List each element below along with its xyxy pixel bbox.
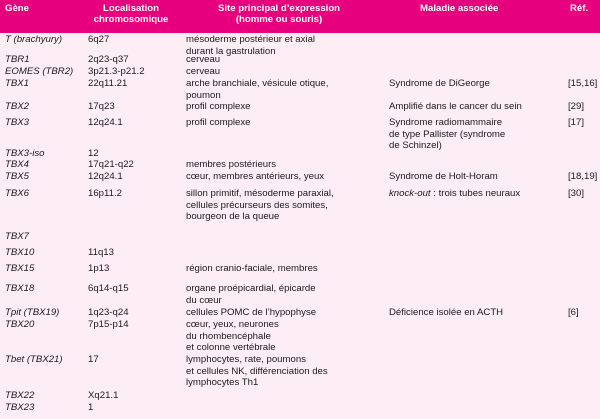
gene-name: TBX22 bbox=[5, 390, 35, 401]
expression-site-line: cerveau bbox=[186, 54, 221, 65]
expression-site-line: du cœur bbox=[186, 294, 222, 306]
gene-name: TBX10 bbox=[5, 247, 35, 258]
expression-site-line: cœur, membres antérieurs, yeux bbox=[186, 171, 325, 182]
chromosome-location: 12q24.1 bbox=[88, 171, 123, 182]
associated-disease-line: Syndrome de DiGeorge bbox=[389, 78, 490, 89]
chromosome-location: 1p13 bbox=[88, 263, 110, 274]
gene-name: TBR1 bbox=[5, 54, 30, 65]
chromosome-location: 22q11.21 bbox=[88, 78, 128, 89]
expression-site-line: sillon primitif, mésoderme paraxial, bbox=[186, 188, 334, 199]
chromosome-location: 17 bbox=[88, 354, 99, 365]
expression-site-line: lymphocytes Th1 bbox=[186, 377, 259, 389]
expression-site-line: région cranio-faciale, membres bbox=[186, 263, 318, 274]
chromosome-location: 11q13 bbox=[88, 247, 114, 258]
header-gene: Gène bbox=[5, 3, 29, 14]
associated-disease-line: de Schinzel) bbox=[389, 140, 442, 152]
associated-disease-line: Déficience isolée en ACTH bbox=[389, 307, 504, 318]
gene-name: TBX23 bbox=[5, 402, 35, 413]
table-header bbox=[0, 0, 600, 33]
expression-site-line: cœur, yeux, neurones bbox=[186, 319, 279, 330]
header-maladie: Maladie associée bbox=[420, 3, 499, 14]
chromosome-location: Xq21.1 bbox=[88, 390, 119, 401]
gene-name: TBX15 bbox=[5, 263, 35, 274]
gene-name: TBX4 bbox=[5, 159, 29, 170]
gene-name: TBX3 bbox=[5, 117, 29, 128]
gene-name: TBX6 bbox=[5, 188, 29, 199]
gene-name: Tpit (TBX19) bbox=[5, 307, 60, 318]
expression-site-line: profil complexe bbox=[186, 117, 251, 128]
expression-site-line: lymphocytes, rate, poumons bbox=[186, 354, 306, 365]
gene-name: TBX18 bbox=[5, 283, 35, 294]
expression-site-line: cerveau bbox=[186, 66, 221, 77]
expression-site-line: cellules POMC de l’hypophyse bbox=[186, 307, 317, 318]
expression-site-line: membres postérieurs bbox=[186, 159, 277, 170]
chromosome-location: 7p15-p14 bbox=[88, 319, 129, 330]
reference: [6] bbox=[568, 307, 579, 318]
reference: [18,19] bbox=[568, 171, 598, 182]
gene-name: T (brachyury) bbox=[5, 34, 63, 45]
header-site: Site principal d’expression (homme ou souris) bbox=[217, 3, 341, 25]
reference: [30] bbox=[568, 188, 585, 199]
gene-name: TBX1 bbox=[5, 78, 29, 89]
chromosome-location: 6q27 bbox=[88, 34, 110, 45]
reference: [29] bbox=[568, 101, 585, 112]
expression-site-line: et cellules NK, différenciation des bbox=[186, 365, 328, 377]
associated-disease-line: knock-out : trois tubes neuraux bbox=[389, 188, 521, 199]
expression-site-line: du rhombencéphale bbox=[186, 330, 271, 342]
expression-site-line: poumon bbox=[186, 89, 221, 101]
chromosome-location: 3p21.3-p21.2 bbox=[88, 66, 145, 77]
expression-site-line: arche branchiale, vésicule otique, bbox=[186, 78, 329, 89]
header-ref: Réf. bbox=[570, 3, 589, 14]
associated-disease-line: Syndrome radiomammaire bbox=[389, 117, 503, 128]
associated-disease-line: Amplifié dans le cancer du sein bbox=[389, 101, 522, 112]
gene-name: TBX7 bbox=[5, 231, 29, 242]
expression-site-line: profil complexe bbox=[186, 101, 251, 112]
reference: [15,16] bbox=[568, 78, 598, 89]
expression-site-line: durant la gastrulation bbox=[186, 45, 276, 57]
chromosome-location: 17q23 bbox=[88, 101, 115, 112]
chromosome-location: 2q23-q37 bbox=[88, 54, 129, 65]
chromosome-location: 16p11.2 bbox=[88, 188, 122, 199]
gene-name: TBX3-iso bbox=[5, 148, 45, 159]
reference: [17] bbox=[568, 117, 585, 128]
chromosome-location: 1q23-q24 bbox=[88, 307, 129, 318]
expression-site-line: et colonne vertébrale bbox=[186, 342, 276, 354]
chromosome-location: 17q21-q22 bbox=[88, 159, 134, 170]
gene-name: TBX5 bbox=[5, 171, 29, 182]
gene-name: TBX2 bbox=[5, 101, 29, 112]
header-localisation: Localisation chromosomique bbox=[93, 3, 169, 25]
expression-site-line: mésoderme postérieur et axial bbox=[186, 34, 316, 45]
associated-disease-line: Syndrome de Holt-Horam bbox=[389, 171, 498, 182]
expression-site-line: cellules précurseurs des somites, bbox=[186, 199, 328, 211]
gene-name: TBX20 bbox=[5, 319, 35, 330]
chromosome-location: 1 bbox=[88, 402, 94, 413]
associated-disease-line: de type Pallister (syndrome bbox=[389, 128, 506, 140]
expression-site-line: bourgeon de la queue bbox=[186, 211, 280, 223]
gene-name: Tbet (TBX21) bbox=[5, 354, 63, 365]
chromosome-location: 12q24.1 bbox=[88, 117, 123, 128]
gene-name: EOMES (TBR2) bbox=[5, 66, 74, 77]
chromosome-location: 12 bbox=[88, 148, 99, 159]
expression-site-line: organe proépicardial, épicarde bbox=[186, 283, 316, 294]
chromosome-location: 6q14-q15 bbox=[88, 283, 129, 294]
